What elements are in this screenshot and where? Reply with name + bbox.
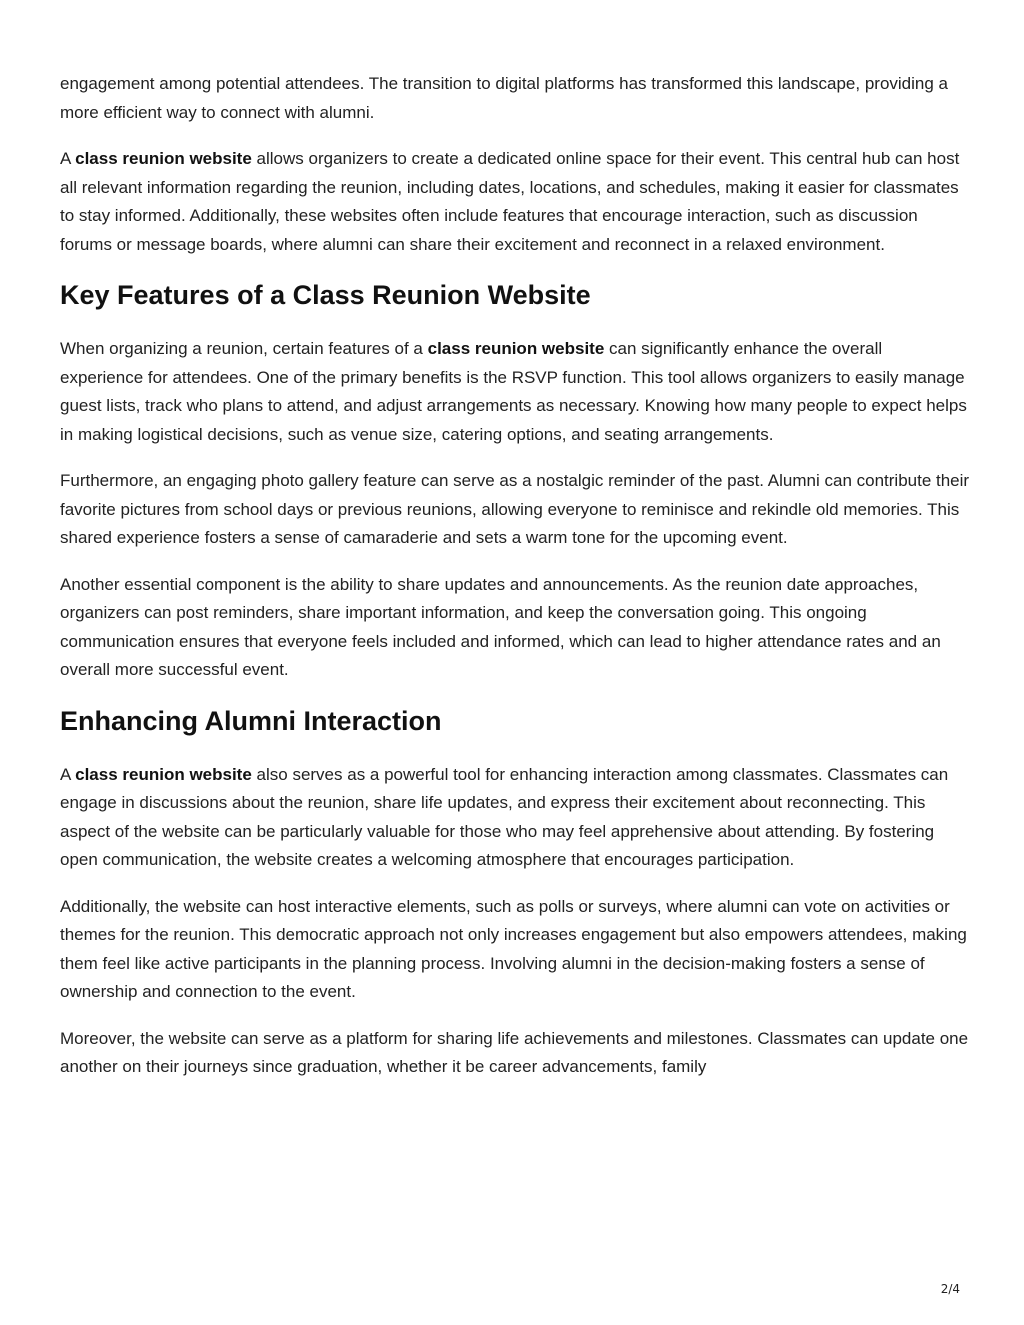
paragraph-updates-announcements <box>60 571 970 685</box>
paragraph-text-after: allows organizers to create a dedicated online space for their event. This central hub can host all relevant information regarding the reunion, including dates, locations, and schedules, making it easier for classmates to stay informed. Additionally, these websites often include features that encourage interaction, such as discussion forums or message boards, where alumni can share their excitement and reconnect in a relaxed environment. <box>60 149 960 254</box>
bold-keyword: class reunion website <box>427 339 605 358</box>
page-number: 2/4 <box>940 1282 960 1296</box>
paragraph-text-before: A <box>60 149 76 168</box>
paragraph-text: Moreover, the website can serve as a platform for sharing life achievements and milestones. Classmates can update one another on their journeys since graduation, whether it be career advancements, family <box>60 1028 969 1076</box>
bold-keyword: class reunion website <box>75 149 252 168</box>
paragraph-class-reunion-website <box>60 145 970 259</box>
paragraph-photo-gallery <box>60 467 970 553</box>
section-heading-alumni-interaction: Enhancing Alumni Interaction <box>60 705 442 736</box>
paragraph-text-after: can significantly enhance the overall experience for attendees. One of the primary benefits is the RSVP function. This tool allows organizers to easily manage guest lists, track who plans to attend, and adjust arrangements as necessary. Knowing how many people to expect helps in making logistical decisions, such as venue size, catering options, and seating arrangements. <box>60 339 967 444</box>
paragraph-intro-continued <box>60 70 970 127</box>
document-body <box>60 70 970 1100</box>
paragraph-text-before: When organizing a reunion, certain features of a <box>60 339 428 358</box>
paragraph-life-achievements <box>60 1025 970 1082</box>
section-heading-key-features: Key Features of a Class Reunion Website <box>60 280 591 310</box>
paragraph-text: engagement among potential attendees. The transition to digital platforms has transformed this landscape, providing a more efficient way to connect with alumni. <box>60 74 949 122</box>
paragraph-text-before: A <box>60 764 76 784</box>
paragraph-text: Additionally, the website can host interactive elements, such as polls or surveys, where alumni can vote on activities or themes for the reunion. This democratic approach not only increases engagement but also empowers attendees, making them feel like active participants in the planning process. Involving alumni in the decision-making fosters a sense of ownership and connection to the event. <box>60 896 967 1001</box>
paragraph-polls-surveys <box>60 893 970 1007</box>
paragraph-text-after: also serves as a powerful tool for enhancing interaction among classmates. Classmates can engage in discussions about the reunion, share life updates, and express their excitement about reconnecting. This aspect of the website can be particularly valuable for those who may feel apprehensive about attending. By fostering open communication, the website creates a welcoming atmosphere that encourages participation. <box>60 764 949 869</box>
paragraph-text: Furthermore, an engaging photo gallery feature can serve as a nostalgic reminder of the past. Alumni can contribute their favorite pictures from school days or previous reunions, allowing everyone to reminisce and rekindle old memories. This shared experience fosters a sense of camaraderie and sets a warm tone for the upcoming event. <box>60 471 970 547</box>
paragraph-interaction-tool <box>60 761 970 875</box>
paragraph-rsvp-feature <box>60 335 970 449</box>
bold-keyword: class reunion website <box>75 764 252 784</box>
paragraph-text: Another essential component is the ability to share updates and announcements. As the reunion date approaches, organizers can post reminders, share important information, and keep the conversation going. This ongoing communication ensures that everyone feels included and informed, which can lead to higher attendance rates and an overall more successful event. <box>60 574 941 679</box>
